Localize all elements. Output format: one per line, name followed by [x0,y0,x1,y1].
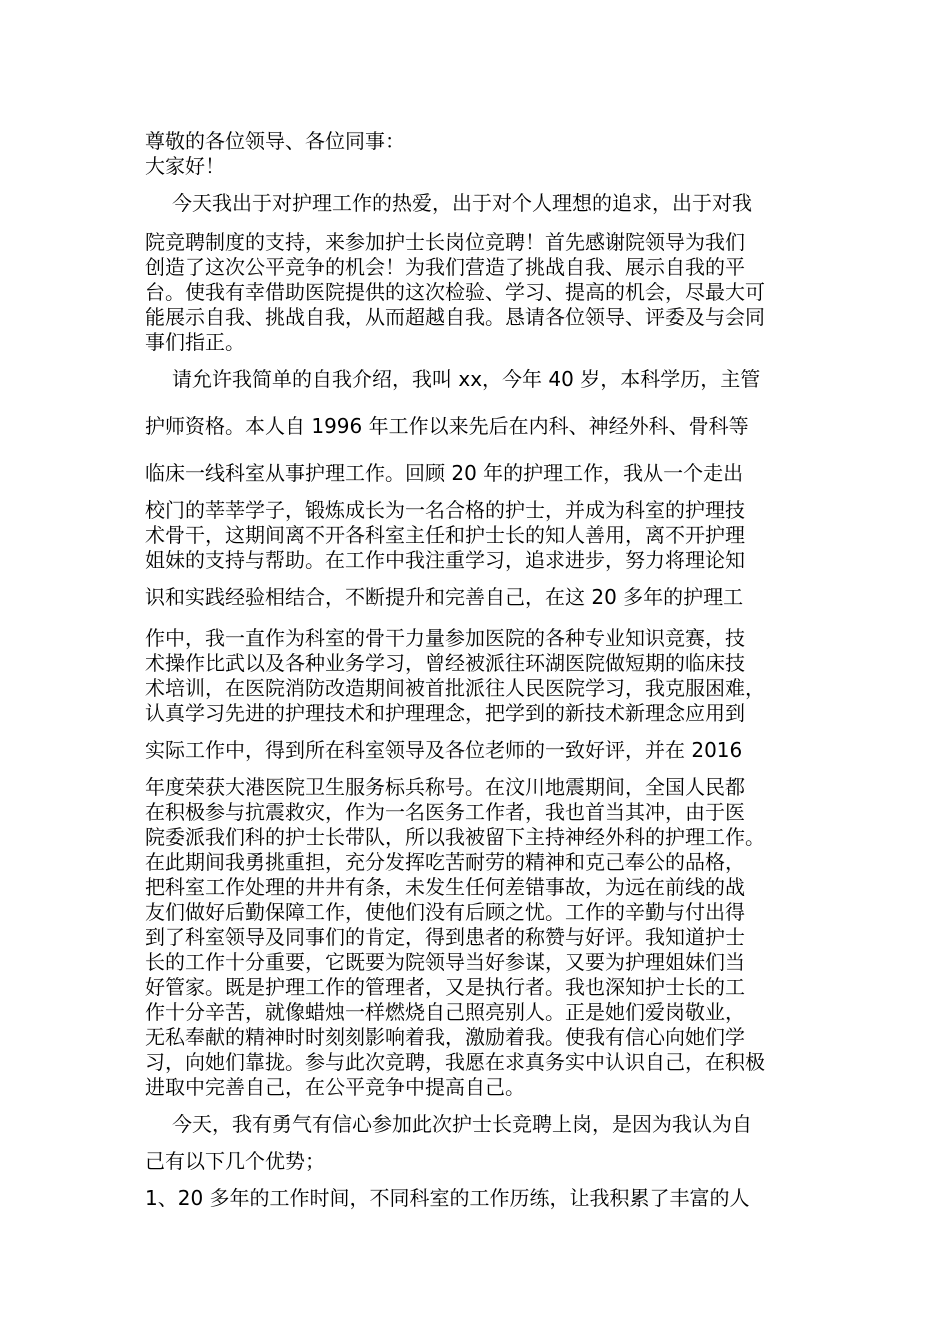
paragraph-line: 习，向她们靠拢。参与此次竞聘，我愿在求真务实中认识自己，在积极 [145,1050,765,1074]
paragraph-line: 院竞聘制度的支持，来参加护士长岗位竞聘！首先感谢院领导为我们 [145,230,745,254]
paragraph-line: 实际工作中，得到所在科室领导及各位老师的一致好评，并在 2016 [145,738,743,762]
salutation-line: 尊敬的各位领导、各位同事： [145,129,405,153]
paragraph-line: 今天我出于对护理工作的热爱，出于对个人理想的追求，出于对我 [172,191,752,215]
paragraph-line: 术骨干，这期间离不开各科室主任和护士长的知人善用，离不开护理 [145,523,745,547]
paragraph-line: 认真学习先进的护理技术和护理理念，把学到的新技术新理念应用到 [145,701,745,725]
list-item-line: 1、20 多年的工作时间，不同科室的工作历练，让我积累了丰富的人 [145,1186,750,1210]
paragraph-line: 到了科室领导及同事们的肯定，得到患者的称赞与好评。我知道护士 [145,925,745,949]
paragraph-line: 把科室工作处理的井井有条，未发生任何差错事故，为远在前线的战 [145,875,745,899]
paragraph-line: 识和实践经验相结合，不断提升和完善自己，在这 20 多年的护理工 [145,585,744,609]
paragraph-line: 友们做好后勤保障工作，使他们没有后顾之忧。工作的辛勤与付出得 [145,900,745,924]
paragraph-line: 己有以下几个优势； [145,1149,325,1173]
paragraph-line: 临床一线科室从事护理工作。回顾 20 年的护理工作，我从一个走出 [145,461,744,485]
paragraph-line: 无私奉献的精神时时刻刻影响着我，激励着我。使我有信心向她们学 [145,1025,745,1049]
paragraph-line: 创造了这次公平竞争的机会！为我们营造了挑战自我、展示自我的平 [145,255,745,279]
paragraph-line: 进取中完善自己，在公平竞争中提高自己。 [145,1075,525,1099]
paragraph-line: 台。使我有幸借助医院提供的这次检验、学习、提高的机会，尽最大可 [145,280,765,304]
paragraph-line: 好管家。既是护理工作的管理者，又是执行者。我也深知护士长的工 [145,975,745,999]
paragraph-line: 作中，我一直作为科室的骨干力量参加医院的各种专业知识竞赛，技 [145,626,745,650]
paragraph-line: 护师资格。本人自 1996 年工作以来先后在内科、神经外科、骨科等 [145,414,749,438]
paragraph-line: 请允许我简单的自我介绍，我叫 xx，今年 40 岁，本科学历，主管 [172,367,761,391]
paragraph-line: 年度荣获大港医院卫生服务标兵称号。在汶川地震期间，全国人民都 [145,775,745,799]
paragraph-line: 在积极参与抗震救灾，作为一名医务工作者，我也首当其冲，由于医 [145,800,745,824]
paragraph-line: 今天，我有勇气有信心参加此次护士长竞聘上岗，是因为我认为自 [172,1112,752,1136]
paragraph-line: 长的工作十分重要，它既要为院领导当好参谋，又要为护理姐妹们当 [145,950,745,974]
greeting-line: 大家好！ [145,154,225,178]
paragraph-line: 术操作比武以及各种业务学习，曾经被派往环湖医院做短期的临床技 [145,651,745,675]
paragraph-line: 姐妹的支持与帮助。在工作中我注重学习，追求进步，努力将理论知 [145,548,745,572]
paragraph-line: 作十分辛苦，就像蜡烛一样燃烧自己照亮别人。正是她们爱岗敬业， [145,1000,745,1024]
paragraph-line: 事们指正。 [145,330,245,354]
paragraph-line: 校门的莘莘学子，锻炼成长为一名合格的护士，并成为科室的护理技 [145,498,745,522]
paragraph-line: 能展示自我、挑战自我，从而超越自我。恳请各位领导、评委及与会同 [145,305,765,329]
paragraph-line: 在此期间我勇挑重担，充分发挥吃苦耐劳的精神和克己奉公的品格， [145,850,745,874]
paragraph-line: 术培训，在医院消防改造期间被首批派往人民医院学习，我克服困难， [145,676,765,700]
paragraph-line: 院委派我们科的护士长带队，所以我被留下主持神经外科的护理工作。 [145,825,765,849]
